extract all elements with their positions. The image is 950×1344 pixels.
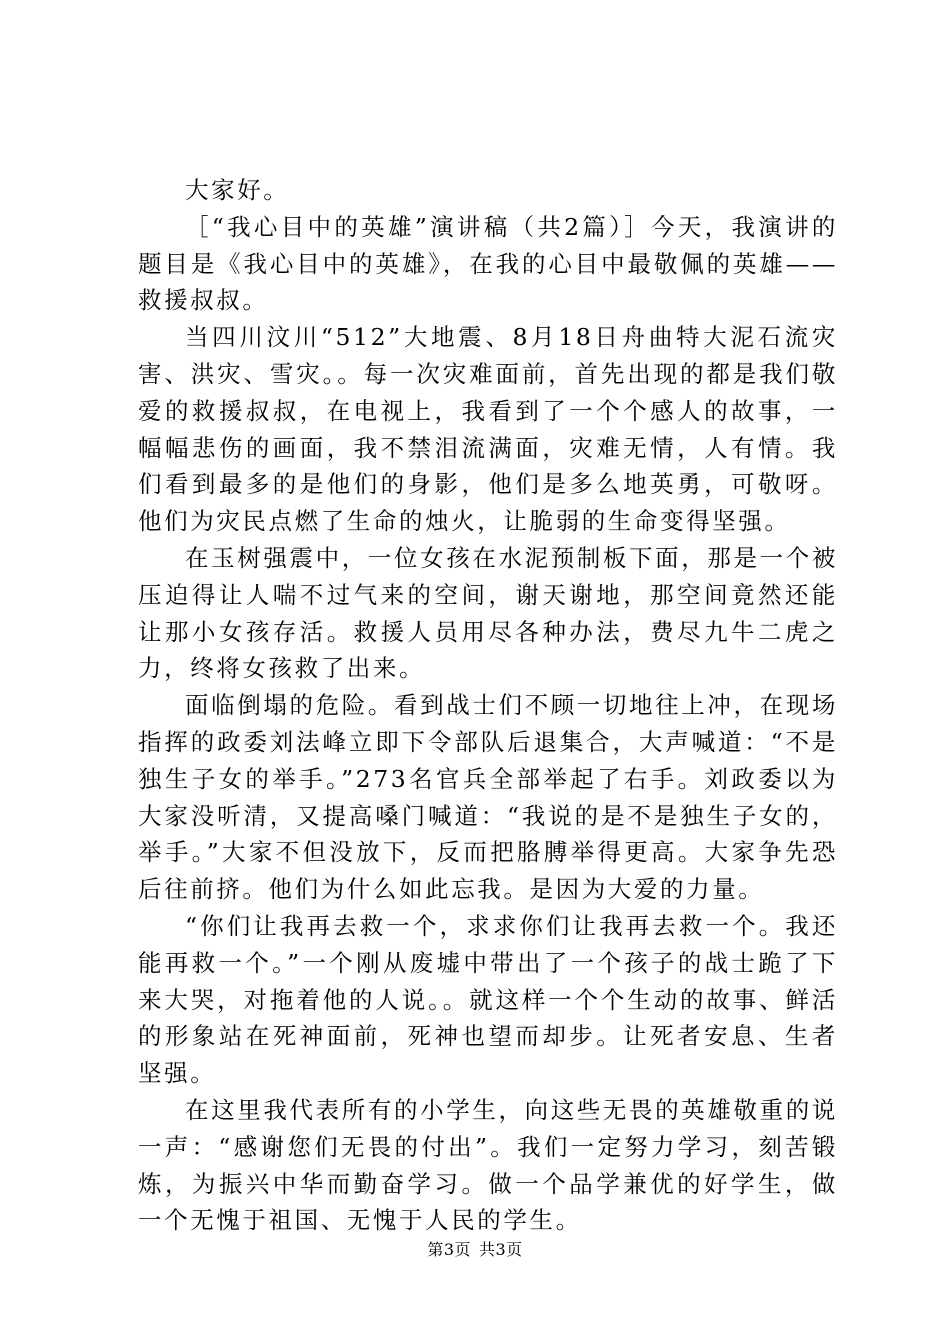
paragraph-closing: 在这里我代表所有的小学生，向这些无畏的英雄敬重的说一声：“感谢您们无畏的付出”。我们一定努力学习，刻苦锻炼，为振兴中华而勤奋学习。做一个品学兼优的好学生，做一个无愧于祖国、无愧于人民的学生。 — [138, 1095, 838, 1235]
speech-body — [138, 172, 838, 1239]
page-number: 第3页 — [427, 1240, 471, 1259]
page-footer — [0, 1240, 950, 1260]
paragraph-soldiers: 面临倒塌的危险。看到战士们不顾一切地往上冲，在现场指挥的政委刘法峰立即下令部队后退集合，大声喊道：“不是独生子女的举手。”273名官兵全部举起了右手。刘政委以为大家没听清，又提高嗓门喊道：“我说的是不是独生子女的，举手。”大家不但没放下，反而把胳膊举得更高。大家争先恐后往前挤。他们为什么如此忘我。是因为大爱的力量。 — [138, 691, 838, 904]
paragraph-greeting: 大家好。 — [185, 176, 290, 204]
paragraph-yushu: 在玉树强震中，一位女孩在水泥预制板下面，那是一个被压迫得让人喘不过气来的空间，谢天谢地，那空间竟然还能让那小女孩存活。救援人员用尽各种办法，费尽九牛二虎之力，终将女孩救了出来。 — [138, 543, 838, 683]
paragraph-disasters: 当四川汶川“512”大地震、8月18日舟曲特大泥石流灾害、洪灾、雪灾。。每一次灾难面前，首先出现的都是我们敬爱的救援叔叔，在电视上，我看到了一个个感人的故事，一幅幅悲伤的画面，我不禁泪流满面，灾难无情，人有情。我们看到最多的是他们的身影，他们是多么地英勇，可敬呀。他们为灾民点燃了生命的烛火，让脆弱的生命变得坚强。 — [138, 323, 838, 536]
paragraph-intro: ［“我心目中的英雄”演讲稿（共2篇）］今天，我演讲的题目是《我心目中的英雄》，在我的心目中最敬佩的英雄——救援叔叔。 — [138, 212, 838, 315]
page-total: 共3页 — [479, 1240, 523, 1259]
paragraph-rescue-one-more: “你们让我再去救一个，求求你们让我再去救一个。我还能再救一个。”一个刚从废墟中带出了一个孩子的战士跪了下来大哭，对拖着他的人说。。就这样一个个生动的故事、鲜活的形象站在死神面前，死神也望而却步。让死者安息、生者坚强。 — [138, 911, 838, 1088]
